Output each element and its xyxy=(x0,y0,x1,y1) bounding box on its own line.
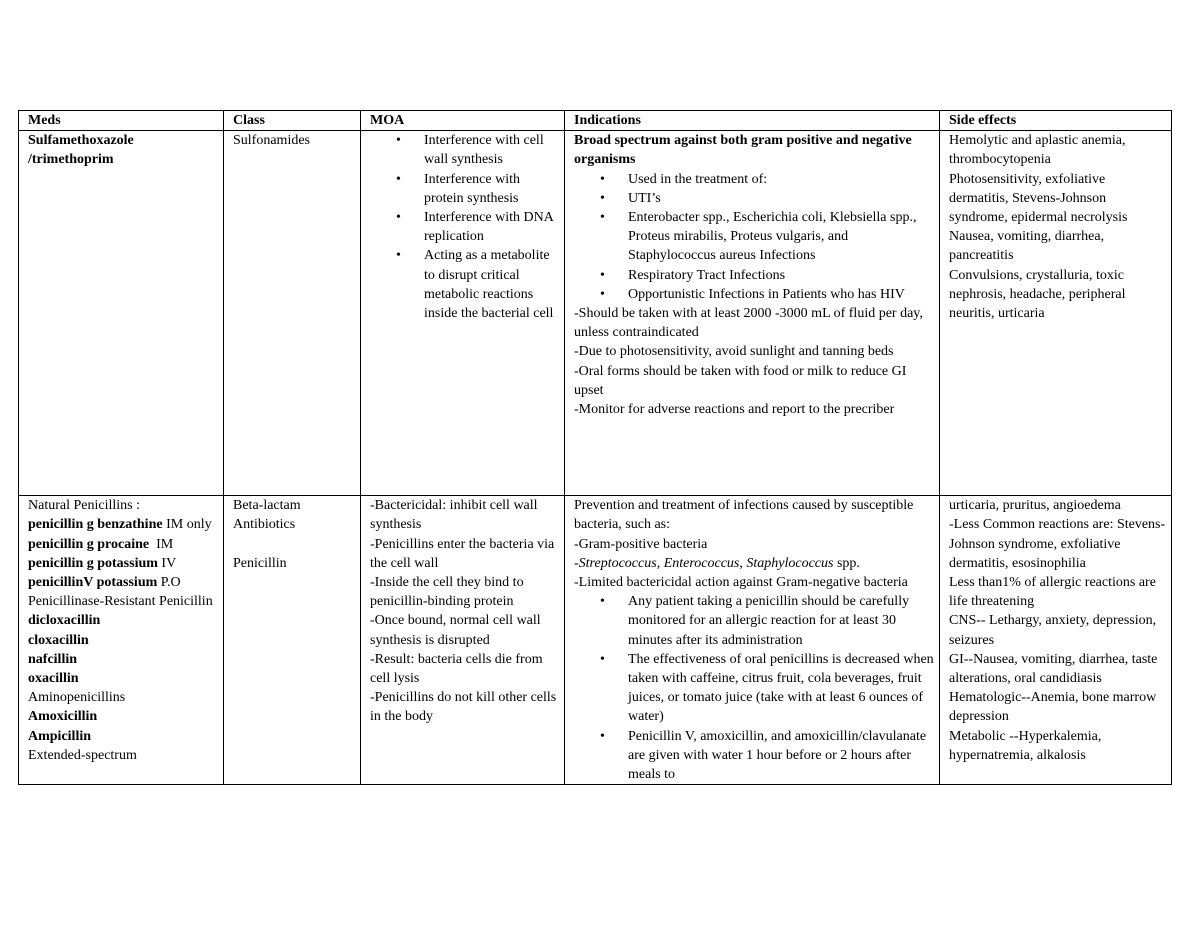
indication-note: -Limited bactericidal action against Gram-negative bacteria xyxy=(574,575,908,591)
list-item: • Interference with cell wall synthesis xyxy=(424,131,560,169)
moa-note: -Bactericidal: inhibit cell wall synthesis xyxy=(370,498,538,533)
med-name: dicloxacillin xyxy=(28,613,101,629)
moa-note: -Penicillins do not kill other cells in the body xyxy=(370,690,557,725)
med-route: IM only xyxy=(162,517,212,533)
med-name: Sulfamethoxazole xyxy=(28,133,134,149)
side-effect: Nausea, vomiting, diarrhea, pancreatitis xyxy=(949,229,1105,264)
list-item: • UTI’s xyxy=(628,189,935,208)
moa-note: -Penicillins enter the bacteria via the cell wall xyxy=(370,536,555,571)
drug-class: Penicillin xyxy=(233,555,287,571)
med-group-label: Penicillinase-Resistant Penicillin xyxy=(28,594,213,610)
moa-note: -Inside the cell they bind to penicillin-binding protein xyxy=(370,575,524,610)
med-group-label: Natural Penicillins : xyxy=(28,498,140,514)
meds-cell xyxy=(19,496,224,785)
med-name: oxacillin xyxy=(28,671,79,687)
list-item: • Interference with DNA replication xyxy=(424,208,560,246)
header-side-effects: Side effects xyxy=(940,111,1172,131)
indications-list xyxy=(574,592,935,784)
moa-cell xyxy=(361,131,565,496)
side-effect: GI--Nausea, vomiting, diarrhea, taste alterations, oral candidiasis xyxy=(949,651,1158,687)
meds-cell xyxy=(19,131,224,496)
species-separator: , xyxy=(656,555,664,571)
side-effect: Photosensitivity, exfoliative dermatitis, Stevens-Johnson syndrome, epidermal necrolysis xyxy=(949,171,1128,226)
drug-class: Beta-lactam xyxy=(233,498,301,514)
med-route: IM xyxy=(149,536,174,552)
moa-list xyxy=(370,131,560,323)
side-effect: CNS-- Lethargy, anxiety, depression, seizures xyxy=(949,613,1157,648)
med-name: Ampicillin xyxy=(28,728,92,744)
med-name: penicillin g procaine xyxy=(28,536,150,552)
side-effect: urticaria, pruritus, angioedema xyxy=(949,498,1121,514)
med-route: IV xyxy=(157,555,177,571)
drug-class: Antibiotics xyxy=(233,517,296,533)
class-cell xyxy=(224,496,361,785)
list-item: • Interference with protein synthesis xyxy=(424,170,560,208)
indication-note: -Gram-positive bacteria xyxy=(574,536,708,552)
list-item: • Respiratory Tract Infections xyxy=(628,266,935,285)
species-name: Staphylococcus xyxy=(746,555,834,571)
med-entry xyxy=(28,554,219,573)
header-indications: Indications xyxy=(565,111,940,131)
side-effect: -Less Common reactions are: Stevens-Johnson syndrome, exfoliative dermatitis, esosinophilia xyxy=(949,517,1166,571)
moa-note: -Result: bacteria cells die from cell lysis xyxy=(370,651,543,687)
header-class: Class xyxy=(224,111,361,131)
med-name: penicillin g potassium xyxy=(28,555,158,571)
species-name: Streptococcus xyxy=(578,555,657,571)
side-effects-cell xyxy=(940,496,1172,785)
med-entry xyxy=(28,515,219,534)
side-effect: Convulsions, crystalluria, toxic nephrosis, headache, peripheral neuritis, urticaria xyxy=(949,267,1126,322)
class-cell xyxy=(224,131,361,496)
indication-note: -Oral forms should be taken with food or milk to reduce GI upset xyxy=(574,363,907,398)
med-group-label: Aminopenicillins xyxy=(28,690,126,706)
drug-class: Sulfonamides xyxy=(233,133,310,149)
header-meds: Meds xyxy=(19,111,224,131)
med-name: nafcillin xyxy=(28,651,78,667)
indication-intro: Prevention and treatment of infections caused by susceptible bacteria, such as: xyxy=(574,498,914,533)
species-prefix: - xyxy=(574,555,579,571)
indications-cell xyxy=(565,496,940,785)
header-moa: MOA xyxy=(361,111,565,131)
indications-heading: Broad spectrum against both gram positive and negative organisms xyxy=(574,133,912,168)
spacer xyxy=(233,535,356,554)
med-name: penicillin g benzathine xyxy=(28,517,163,533)
table-header-row xyxy=(19,111,1172,131)
list-item: • The effectiveness of oral penicillins is decreased when taken with caffeine, citrus fruit, cola beverages, fruit juices, or tomato juice (take with at least 6 ounces of water) xyxy=(628,650,935,727)
med-name: /trimethoprim xyxy=(28,152,114,168)
list-item: • Used in the treatment of: xyxy=(628,170,935,189)
med-name: penicillinV potassium xyxy=(28,575,158,591)
side-effect: Hemolytic and aplastic anemia, thrombocytopenia xyxy=(949,133,1126,168)
list-item: • Penicillin V, amoxicillin, and amoxicillin/clavulanate are given with water 1 hour before or 2 hours after meals to xyxy=(628,727,935,785)
species-suffix: spp. xyxy=(833,555,860,571)
list-item: • Acting as a metabolite to disrupt critical metabolic reactions inside the bacterial cell xyxy=(424,246,560,323)
indication-note: -Due to photosensitivity, avoid sunlight and tanning beds xyxy=(574,344,894,360)
med-name: Amoxicillin xyxy=(28,709,98,725)
list-item: • Any patient taking a penicillin should be carefully monitored for an allergic reaction for at least 30 minutes after its administration xyxy=(628,592,935,650)
indication-species xyxy=(574,554,935,573)
drug-table xyxy=(18,110,1172,785)
med-name: cloxacillin xyxy=(28,632,89,648)
med-entry xyxy=(28,535,219,554)
table-row xyxy=(19,131,1172,496)
list-item: • Enterobacter spp., Escherichia coli, Klebsiella spp., Proteus mirabilis, Proteus vulgaris, and Staphylococcus aureus Infections xyxy=(628,208,935,266)
table-row xyxy=(19,496,1172,785)
moa-note: -Once bound, normal cell wall synthesis is disrupted xyxy=(370,613,541,648)
side-effect: Hematologic--Anemia, bone marrow depression xyxy=(949,690,1157,725)
species-name: Enterococcus xyxy=(663,555,740,571)
med-route: P.O xyxy=(157,575,181,591)
med-entry xyxy=(28,573,219,592)
side-effects-cell xyxy=(940,131,1172,496)
indication-note: -Should be taken with at least 2000 -3000 mL of fluid per day, unless contraindicated xyxy=(574,306,923,341)
list-item: • Opportunistic Infections in Patients who has HIV xyxy=(628,285,935,304)
species-separator: , xyxy=(739,555,747,571)
indications-cell xyxy=(565,131,940,496)
side-effect: Less than1% of allergic reactions are life threatening xyxy=(949,575,1156,610)
moa-cell xyxy=(361,496,565,785)
side-effect: Metabolic --Hyperkalemia, hypernatremia, alkalosis xyxy=(949,728,1102,763)
indications-list xyxy=(574,170,935,304)
med-group-label: Extended-spectrum xyxy=(28,747,137,763)
indication-note: -Monitor for adverse reactions and report to the precriber xyxy=(574,402,895,418)
